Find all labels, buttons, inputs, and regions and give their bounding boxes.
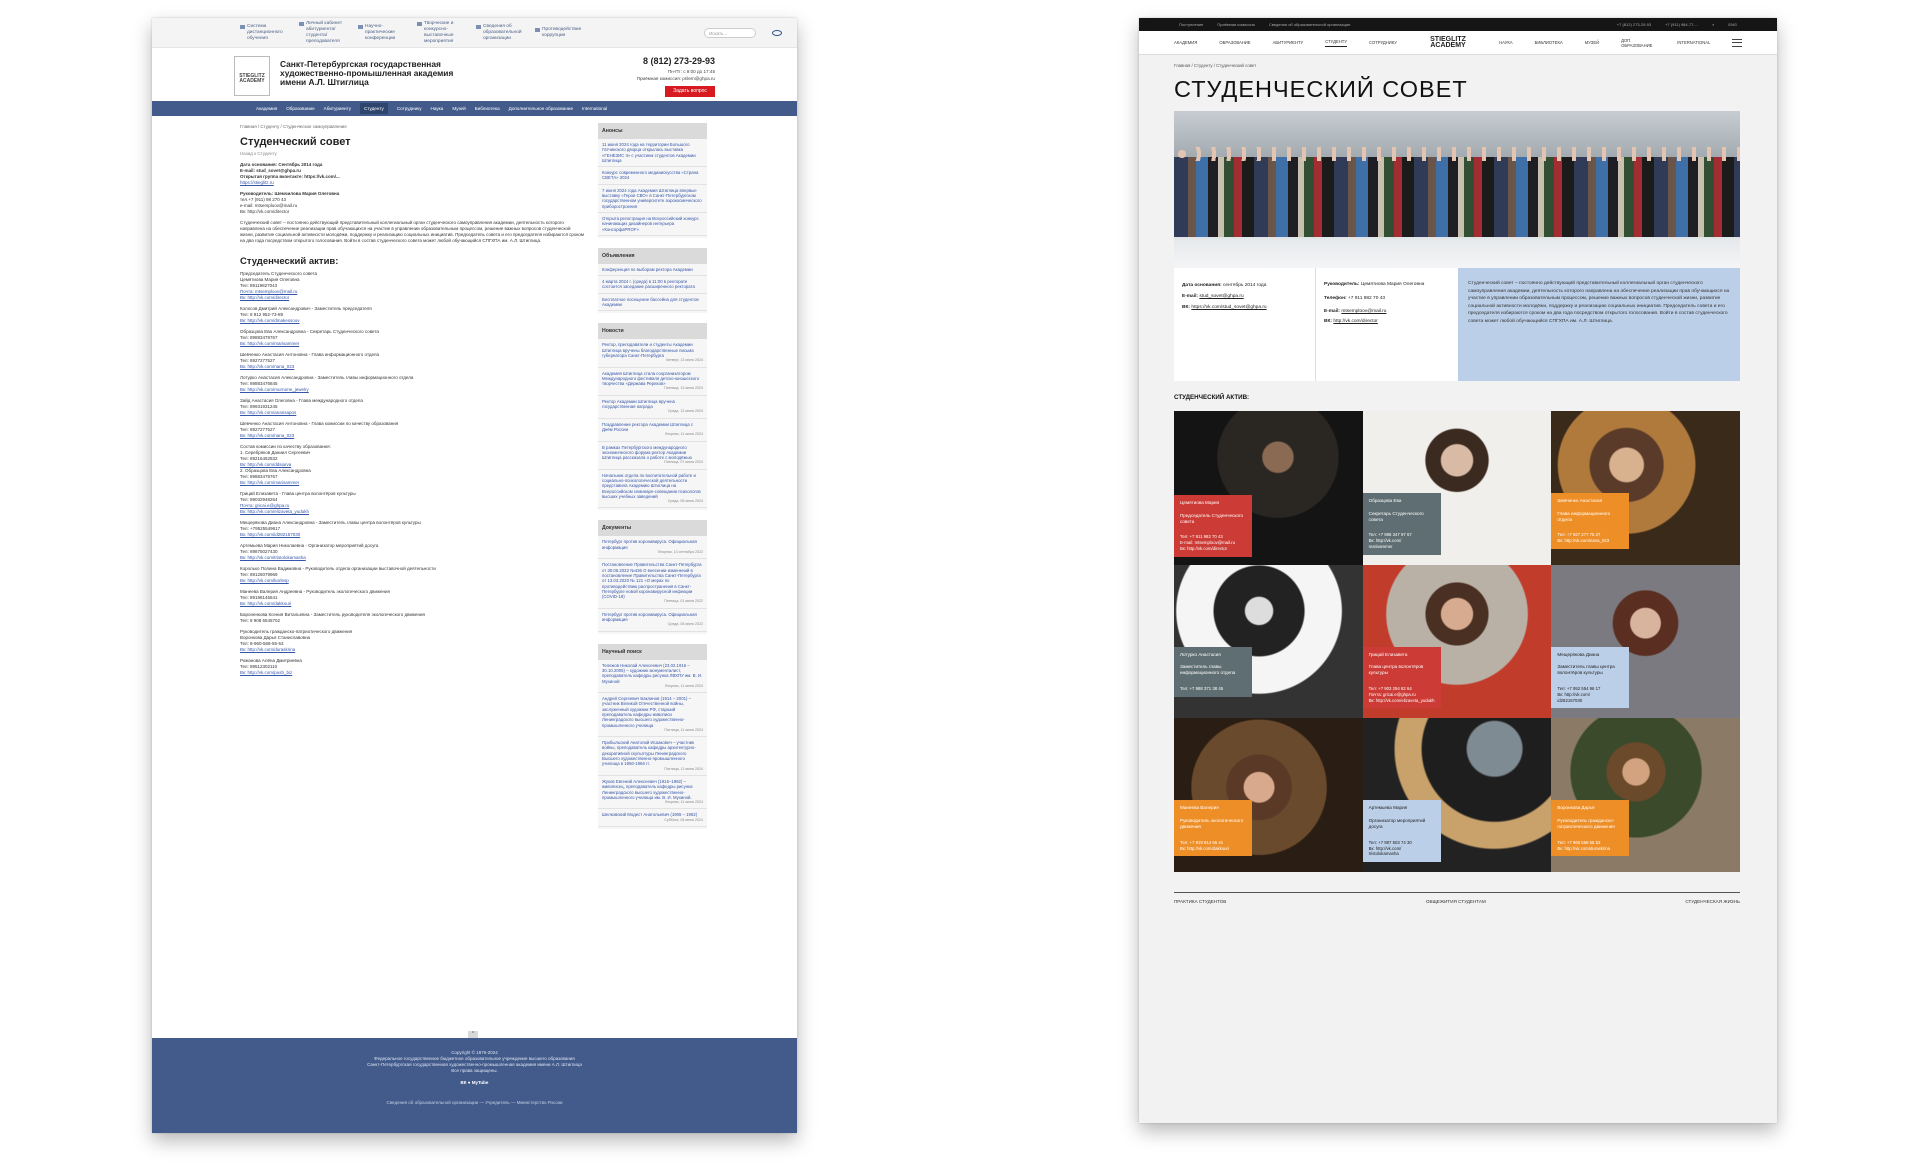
member-card-contact[interactable]: Вк: http://vk.com/nana_023: [1557, 538, 1610, 544]
member-card-role: Глава информационного отдела: [1557, 510, 1611, 522]
council-info-panel: [1174, 268, 1740, 381]
member-line[interactable]: Вк: http://vk.com/ddsiarva: [240, 462, 292, 467]
menu-burger-icon[interactable]: [1732, 39, 1742, 47]
member-line: Манеева Валерия Андреевна - Руководитель экологического движения: [240, 589, 390, 594]
accessibility-eye-icon[interactable]: [772, 30, 782, 36]
member-line: Тел: 8927277527: [240, 358, 276, 363]
member-entry: [240, 375, 585, 393]
council-contacts: Дата основания: сентябрь 2014 года E-mail: stud_sovet@ghpa.ru ВК: https://vk.com/stud_sovet@ghpa.ru: [1174, 268, 1316, 381]
old-sidebar: [598, 123, 707, 839]
nav-item[interactable]: Образование: [286, 106, 315, 111]
member-entry: [240, 658, 585, 676]
nav-item[interactable]: СОТРУДНИКУ: [1369, 40, 1397, 45]
member-entry: [240, 629, 585, 653]
member-card[interactable]: [1174, 411, 1363, 565]
old-top-link[interactable]: Научно-практические конференции: [358, 24, 404, 42]
member-line[interactable]: Вк: http://vk.com/anansapos: [240, 410, 297, 415]
member-card-role: Председатель Студенческого совета: [1180, 512, 1244, 524]
sidebar-item-text: 11 июня 2024 года на территории Большого Гатчинского дворца открылась выставка «ГЕНЕЗИС II» с участием студентов Академии Штиглица: [602, 142, 696, 163]
nav-item[interactable]: АБИТУРИЕНТУ: [1272, 40, 1304, 45]
nav-item[interactable]: Дополнительное образование: [508, 106, 574, 111]
member-entry: [240, 306, 585, 324]
sidebar-item-date: Суббота, 08 июня 2024: [664, 817, 703, 822]
lang-switch[interactable]: ENG: [1728, 22, 1737, 27]
council-description: Студенческий совет – постоянно действующий представительный коллегиальный орган студенческого самоуправления академии, деятельность которого направлена на обеспечение реализации прав обучающихся на участие в управлении образовательным процессом, решение важных вопросов студенческой жизни, развитие социальной активности молодёжи, поддержку и реализацию социальных инициатив. Председатель совета и его председателя избираются сроком на два года посредством открытого голосования. Войти в состав студенческого совета может любой обучающийся СПГХПА им. А.Л. Штиглица.: [240, 220, 585, 243]
member-line[interactable]: Почта: mtsemploov@mail.ru: [240, 289, 298, 294]
member-line: Бароненкова Ксения Витальевна - Заместитель руководителя экологического движения: [240, 612, 425, 617]
sidebar-item-text: Прибыльский Анатолий Исаакович – участник войны, преподаватель кафедры архитектурно-декоративной скульптуры Ленинградского Высшего художественно-промышленного училища в 1950-1966 гг.: [602, 740, 696, 767]
member-card-label: [1551, 647, 1629, 709]
sidebar-box: [598, 248, 707, 313]
member-entry: [240, 589, 585, 607]
member-card-contact[interactable]: Почта: gricai.e@ghpa.ru: [1368, 691, 1416, 697]
member-line: Образцова Ева Александровна - Секретарь Студенческого совета: [240, 329, 379, 334]
sidebar-item-text: Ректор Академии Штиглица вручена государственная награда: [602, 398, 675, 410]
sidebar-item[interactable]: [598, 339, 707, 367]
sidebar-item[interactable]: [598, 559, 707, 608]
member-line: 1. Серебряков Даниил Сергеевич: [240, 450, 311, 455]
sidebar-item-text: Начальник отдела по воспитательной работе и социально-психологической деятельности представила Академию Штиглица на Всероссийском семинаре-совещании психологов высших учебных заведений: [602, 472, 701, 499]
member-card-contact[interactable]: Вк: http://vk.com/director: [1180, 545, 1228, 551]
nav-item[interactable]: Музей: [452, 106, 466, 111]
member-line: Тел: 89216452832: [240, 456, 278, 461]
member-entry: [240, 271, 585, 301]
member-card-contact: Тел: +7 903 294 82 64: [1368, 686, 1412, 692]
new-top-bar: [1139, 18, 1777, 31]
sidebar-item-text: Бесплатное посещение бассейна для студентов Академии: [602, 296, 699, 308]
member-line: Рожанова Алёна Дмитриевна: [240, 658, 302, 663]
new-site-screenshot: [1139, 18, 1777, 1123]
member-card-contact[interactable]: Вк: http://vk.com/dakkouri: [1180, 845, 1229, 851]
link-icon: [417, 22, 422, 26]
sidebar-item-date: Вторник, 13 сентября 2022: [658, 550, 703, 555]
sidebar-item-text: 7 июня 2024 года Академия Штиглица впервые выставку «Герои СВО» в Санкт-Петербургском государственном университете аэрокосмического приборостроения: [602, 187, 702, 209]
academy-logo[interactable]: STIEGLITZ ACADEMY: [234, 56, 270, 96]
sidebar-box-title: Документы: [598, 520, 707, 536]
member-card-contact[interactable]: Вк: http://vk.com/: [1368, 845, 1402, 851]
member-card-contact: Тел: +7 988 347 97 67: [1368, 532, 1412, 538]
back-link[interactable]: Назад к Студенту: [240, 151, 277, 156]
sidebar-item-date: Среда, 08 июня 2022: [667, 622, 703, 627]
link-icon: [358, 25, 363, 29]
aktiv-heading: Студенческий актив:: [240, 256, 339, 267]
council-info: Дата основания: Сентябрь 2014 года E-mail: stud_sovet@ghpa.ru Открытая группа вконтакте: https://vk.com/... https://stieglitz.ru Руководитель: Шемчилова Мария Олеговна тел.+7 (911) 98 270 43 e-mail: mtsemploov@mail.ru Вк: http://vk.com/director Студенческий совет – постоянно действующий представительный коллегиальный орган студенческого самоуправления академии, деятельность которого направлена на обеспечение реализации прав обучающихся на участие в управлении образовательным процессом, решение важных вопросов студенческой жизни, развитие социальной активности молодёжи, поддержку и реализацию социальных инициатив. Председатель совета и его председателя избираются сроком на два года посредством открытого голосования. Войти в состав студенческого совета может любой обучающийся СПГХПА им. А.Л. Штиглица.: [240, 162, 585, 243]
sidebar-item[interactable]: [598, 809, 707, 827]
member-list: [240, 271, 585, 676]
link-icon: [240, 25, 245, 29]
member-card[interactable]: [1363, 565, 1552, 719]
footer-link[interactable]: ОБЩЕЖИТИЯ СТУДЕНТАМ: [1425, 899, 1486, 904]
sidebar-item-text: Ректор, преподаватели и студенты Академии Штиглица вручены благодарственные письма губернатора Санкт-Петербурга: [602, 342, 694, 358]
member-entry: [240, 329, 585, 347]
member-cards-grid: [1174, 411, 1740, 872]
member-line: Лотурко Анастасия Александровна - Заместитель главы информационного отдела: [240, 375, 414, 380]
member-entry: [240, 612, 585, 624]
member-card-name: Шевченко Анастасия: [1557, 498, 1603, 503]
old-site-screenshot: [152, 18, 797, 1133]
header-phone[interactable]: 8 (812) 273-29-93: [642, 56, 715, 66]
member-card-contact[interactable]: id282157030: [1557, 697, 1583, 703]
top-link[interactable]: Сведения об образовательной организации: [1268, 22, 1351, 27]
search-icon[interactable]: ⌕: [1712, 22, 1715, 27]
nav-item[interactable]: Абитуриенту: [323, 106, 351, 111]
member-line: Тел: 89198145541: [240, 595, 278, 600]
sidebar-item-text: Тележов Николай Алексеевич (23.02.1916 – 30.10.2005) – художник монументалист, преподаватель кафедры рисунка ЛВХПУ им. В. И. Мухиной: [602, 662, 703, 684]
member-line: Тел: +79525549617: [240, 526, 281, 531]
sidebar-item-date: Среда, 12 июня 2024: [667, 409, 703, 414]
member-card[interactable]: [1174, 718, 1363, 872]
member-card-name: Цемятиова Мария: [1180, 500, 1220, 505]
member-line[interactable]: Почта: gricai.e@ghpa.ru: [240, 503, 290, 508]
member-card-role: Организатор мероприятий досуга: [1368, 818, 1426, 829]
sidebar-box-title: Анонсы: [598, 123, 707, 139]
member-card-contact[interactable]: Вк: http://vk.com/: [1368, 538, 1402, 544]
member-line[interactable]: Вк: http://vk.com/dmakessoov: [240, 318, 300, 323]
member-card-contact[interactable]: tristolokamasha: [1368, 851, 1399, 857]
member-card-contact: Тел: +7 927 277 75 27: [1557, 532, 1601, 538]
old-top-links-bar: [152, 18, 797, 48]
sidebar-item-date: Пятница, 11 июня 2024: [664, 766, 703, 771]
council-description: Студенческий совет – постоянно действующий представительный коллегиальный орган студенческого самоуправления академии, деятельность которого направлена на обеспечение реализации прав обучающихся на участие в управлении образовательным процессом, решение важных вопросов студенческой жизни, развитие социальной активности молодёжи, поддержку и реализацию социальных инициатив. Председатель совета и его председателя избираются сроком на два года посредством открытого голосования. Войти в состав студенческого совета может любой обучающийся СПГХПА им. А.Л. Штиглица.: [1458, 268, 1740, 381]
member-line: 2. Образцова Ева Александровна: [240, 468, 311, 473]
university-name: Санкт-Петербургская государственная художественно-промышленная академия имени А.Л. Штиглица: [280, 59, 454, 87]
sidebar-item[interactable]: [598, 264, 707, 276]
member-card-role: Секретарь Студенческого совета: [1368, 510, 1424, 522]
member-card[interactable]: [1363, 718, 1552, 872]
member-card-contact: Тел: +7 987 503 74 30: [1368, 839, 1412, 845]
member-card-label: [1174, 647, 1252, 697]
photo-faces: [1174, 147, 1740, 161]
member-line[interactable]: Вк: http://vk.com/push_biz: [240, 670, 293, 675]
member-line: Тел: 89512302110: [240, 664, 278, 669]
sidebar-item-text: Постановление Правительства Санкт-Петербурга от 30.06.2022 №436 О внесении изменений в постановление Правительства Санкт-Петербурга от 13.03.2020 № 121 «О мерах по противодействию распространения в Санкт-Петербурге новой коронавирусной инфекции (COVID-19): [602, 562, 702, 600]
member-line: Грицай Елизавета - Глава центра волонтёров культуры: [240, 491, 356, 496]
member-line: Состав комиссии по качеству образования:: [240, 444, 331, 449]
new-footer-links: [1174, 892, 1740, 904]
member-entry: [240, 491, 585, 515]
footer-link[interactable]: ПРАКТИКА СТУДЕНТОВ: [1174, 899, 1227, 904]
sidebar-item[interactable]: [598, 536, 707, 559]
sidebar-item[interactable]: [598, 470, 707, 509]
sidebar-item-text: В рамках Петербургского международного экономического форума ректор Академии Штиглица рассказала о работе с молодёжью: [602, 444, 692, 461]
member-line[interactable]: Вк: http://vk.com/duraskrina: [240, 647, 296, 652]
old-top-link[interactable]: Система дистанционного обучения: [240, 24, 286, 42]
member-line: Тел: 8-960-568-55-53: [240, 641, 284, 646]
sidebar-box-title: Объявления: [598, 248, 707, 264]
member-card-role: Глава центра волонтёров культуры: [1368, 664, 1424, 676]
old-top-link[interactable]: Творческие и конкурсно-выставочные мероприятия: [417, 21, 463, 45]
member-line[interactable]: Вк: http://vk.com/tristolokamasha: [240, 555, 306, 560]
member-card-name: Мещерякова Диана: [1557, 651, 1600, 657]
member-card-contact: Тел: +7 952 554 96 17: [1557, 686, 1601, 692]
member-card-name: Грицай Елизавета: [1368, 651, 1408, 657]
member-line[interactable]: Вк: http://vk.com/marisammer: [240, 480, 300, 485]
old-footer: Copyright © 1876-2024 Федеральное государственное бюджетное образовательное учреждение высшего образования Санкт-Петербургская государственная художественно-промышленная академия имени А.Л. Штиглица Все права защищены. ВК ● MyTube Сведения об образовательной организации — Учредитель — Министерство России: [152, 1038, 797, 1133]
sidebar-item-date: Среда, 05 июня 2024: [667, 499, 703, 504]
member-line: Колосов Дмитрий Александрович - Заместитель председателя: [240, 306, 372, 311]
member-card-role: Заместитель главы центра волонтёров культуры: [1557, 664, 1615, 676]
nav-item[interactable]: ДОП. ОБРАЗОВАНИЕ: [1621, 37, 1653, 48]
nav-item[interactable]: БИБЛИОТЕКА: [1534, 40, 1563, 45]
member-card-contact[interactable]: Вк: http://vk.com/duraskrina: [1557, 845, 1611, 851]
member-line: Воронкова Дарья Станиславовна: [240, 635, 311, 640]
social-links[interactable]: ВК ● MyTube: [460, 1080, 489, 1085]
member-line: Тел: 89119827043: [240, 283, 278, 288]
member-line: Тел: 8 908 6545702: [240, 618, 281, 623]
sidebar-item-date: Вторник, 11 июня 2024: [665, 432, 703, 437]
nav-item[interactable]: Наука: [430, 106, 444, 111]
sidebar-item-text: Поздравление ректора Академии Штиглица с Днём России: [602, 421, 693, 432]
member-line: Королько Полина Вадимовна - Руководитель отдела организации выставочной деятельности: [240, 566, 436, 571]
member-card-name: Образцова Ева: [1368, 498, 1402, 503]
nav-item-active[interactable]: СТУДЕНТУ: [1325, 39, 1347, 47]
member-line: Артемьева Мария Николаевна - Организатор мероприятий досуга: [240, 543, 379, 548]
sidebar-item[interactable]: [598, 213, 707, 236]
member-card-role: Руководитель экологического движения: [1180, 818, 1244, 829]
header-contacts: Пн-Пт: с 9:00 до 17:45 Приёмная комиссия: prilem@ghpa.ru: [636, 69, 715, 81]
sidebar-box: [598, 520, 707, 633]
member-line: Цемятиова Мария Олеговна: [240, 277, 300, 282]
old-main-nav: [152, 101, 797, 116]
old-top-link[interactable]: Личный кабинет абитуриента/студента/преподавателя: [299, 21, 345, 45]
sidebar-item-text: Открыта регистрация на Всероссийский конкурс начинающих дизайнеров интерьера «КонсорфаPROF»: [602, 215, 699, 232]
member-card-label: [1551, 800, 1629, 856]
footer-link[interactable]: СТУДЕНЧЕСКАЯ ЖИЗНЬ: [1685, 899, 1740, 904]
member-card-label: [1363, 493, 1441, 555]
sidebar-item[interactable]: [598, 419, 707, 442]
sidebar-item-text: Петербург против коронавируса. Официальная информация: [602, 539, 697, 550]
sidebar-item-text: Жуков Евгений Алексеевич (1915–1992) – живописец, преподаватель кафедры рисунка Ленинградского высшего художественно-промышленного училища им. В. И. Мухиной.: [602, 778, 693, 800]
member-entry: [240, 352, 585, 370]
member-line: Тел: 89931931245: [240, 404, 278, 409]
member-card-contact: Тел: +7 919 814 55 41: [1180, 839, 1224, 845]
member-line: Шевченко Анастасия Антоновна - Глава комиссии по качеству образования: [240, 421, 399, 426]
member-line[interactable]: Вк: http://vk.com/director: [240, 295, 290, 300]
ask-question-button[interactable]: Задать вопрос: [665, 86, 715, 97]
sidebar-item[interactable]: [598, 737, 707, 776]
member-entry: [240, 421, 585, 439]
sidebar-item-date: Пятница, 11 июня 2024: [664, 727, 703, 732]
sidebar-box: [598, 323, 707, 510]
member-line[interactable]: Вк: http://vk.com/dakkouri: [240, 601, 292, 606]
sidebar-item[interactable]: [598, 609, 707, 632]
member-line: Тел: 89126079969: [240, 572, 278, 577]
member-line: Тел: 8 912 952-73-89: [240, 312, 284, 317]
member-entry: [240, 566, 585, 584]
sidebar-item-text: Андрей Сергеевич Баклинов (1914 – 2001) – участник Великой Отечественной войны, заслуженный художник РФ, старший преподаватель кафедры живописи Ленинградского высшего художественно-промышленного училища: [602, 696, 691, 728]
sidebar-item[interactable]: [598, 693, 707, 737]
member-card-contact[interactable]: E-mail: mtsemploov@mail.ru: [1180, 540, 1235, 546]
top-link[interactable]: Приёмная комиссия: [1217, 22, 1255, 27]
academy-logo[interactable]: STIEGLITZ ACADEMY: [1430, 35, 1466, 49]
member-line: Тел: 8927277527: [240, 427, 276, 432]
top-link[interactable]: Поступление: [1179, 22, 1204, 27]
member-entry: [240, 444, 585, 486]
member-line: Тел: 89883476845: [240, 381, 278, 386]
sidebar-item-text: Петербург против коронавируса. Официальная информация: [602, 611, 697, 623]
aktiv-heading: СТУДЕНЧЕСКИЙ АКТИВ:: [1174, 394, 1250, 401]
breadcrumb[interactable]: Главная / Студенту / Студенческое самоуправление: [240, 124, 347, 129]
sidebar-item[interactable]: [598, 294, 707, 312]
member-card-contact[interactable]: Вк: http://vk.com/: [1557, 691, 1591, 697]
nav-item[interactable]: Библиотека: [474, 106, 500, 111]
member-line[interactable]: Вк: http://vk.com/marisammer: [240, 341, 300, 346]
member-line: Зайд Анастасия Олеговна - Глава международного отдела: [240, 398, 363, 403]
member-line: Шевченко Анастасия Антоновна - Глава информационного отдела: [240, 352, 379, 357]
member-card-label: [1363, 647, 1441, 709]
member-line: Тел: 89883479767: [240, 335, 278, 340]
sidebar-item[interactable]: [598, 442, 707, 470]
nav-item[interactable]: INTERNATIONAL: [1677, 40, 1711, 45]
member-card-name: Манеева Валерия: [1180, 805, 1219, 811]
sidebar-item-text: Конференция по выборам ректора Академии: [602, 266, 693, 272]
member-card-name: Артемьева Мария: [1368, 805, 1408, 811]
member-card-name: Лотурко Анастасия: [1180, 651, 1221, 657]
footer-links[interactable]: Сведения об образовательной организации — Учредитель — Министерство России: [386, 1100, 563, 1105]
member-card-label: [1174, 495, 1252, 557]
sidebar-item-text: 4 марта 2024 г. (среда) в 11:00 в ректорате состоится заседание расширенного ректората: [602, 279, 695, 290]
sidebar-item-date: Вторник, 11 июня 2024: [665, 683, 703, 688]
nav-item[interactable]: МУЗЕЙ: [1584, 40, 1600, 45]
sidebar-item[interactable]: [598, 776, 707, 809]
nav-item[interactable]: АКАДЕМИЯ: [1174, 40, 1198, 45]
head-contacts: Руководитель: Цемятиова Мария Олеговна Телефон: +7 911 982 70 43 E-mail: mtsemploov@mail.ru ВК: http://vk.com/director: [1316, 268, 1458, 381]
sidebar-item-text: Академия Штиглица стала соорганизатором Международного фестиваля детско-юношеского творчества «Держава Рерихов»: [602, 370, 700, 387]
old-top-link[interactable]: Противодействие коррупции: [535, 27, 581, 39]
member-card-label: [1551, 493, 1629, 549]
sidebar-item-date: Вторник, 11 июня 2024: [665, 800, 703, 805]
member-card[interactable]: [1551, 718, 1740, 872]
page-title: Студенческий совет: [240, 136, 351, 148]
old-top-link[interactable]: Сведения об образовательной организации: [476, 24, 522, 42]
sidebar-item[interactable]: [598, 276, 707, 294]
member-line[interactable]: Вк: http://vk.com/korlesp: [240, 578, 289, 583]
member-card-contact: Тел: +7 960 568 55 53: [1557, 839, 1601, 845]
member-card-contact: Тел: +7 911 982 70 43: [1180, 534, 1223, 540]
member-card-contact: Тел: +7 988 371 38 45: [1180, 686, 1224, 692]
scroll-up-arrow-icon[interactable]: ^: [468, 1031, 478, 1038]
page-title: СТУДЕНЧЕСКИЙ СОВЕТ: [1174, 76, 1468, 102]
nav-item[interactable]: Академия: [256, 106, 278, 111]
sidebar-item[interactable]: [598, 368, 707, 396]
sidebar-box-title: Научный поиск: [598, 644, 707, 660]
member-card-contact[interactable]: marisammer: [1368, 543, 1393, 549]
member-card-name: Воронкова Дарья: [1557, 805, 1595, 811]
photo-crowd: [1174, 157, 1740, 237]
member-card-role: Заместитель главы информационного отдела: [1180, 664, 1236, 676]
breadcrumb[interactable]: Главная / Студенту / Студенческий совет: [1174, 63, 1257, 68]
nav-item[interactable]: Сотруднику: [396, 106, 422, 111]
sidebar-item-date: Четверг, 13 июня 2024: [665, 358, 703, 363]
member-line[interactable]: Вк: http://vk.com/murrume_jewelry: [240, 387, 309, 392]
member-card[interactable]: [1551, 565, 1740, 719]
member-line[interactable]: Вк: http://vk.com/nana_023: [240, 364, 295, 369]
new-main-nav: [1139, 31, 1777, 55]
member-entry: [240, 520, 585, 538]
link-icon: [476, 25, 481, 29]
member-card-label: [1174, 800, 1252, 856]
member-card-contact[interactable]: Вк: http://vk.com/elizaveta_yudukh: [1368, 697, 1435, 703]
member-line: Председатель Студенческого совета: [240, 271, 318, 276]
sidebar-box-title: Новости: [598, 323, 707, 339]
member-line: Мещерякова Диана Александровна - Заместитель главы центра волонтёров культуры: [240, 520, 421, 525]
old-header: [152, 48, 797, 101]
member-line[interactable]: Вк: http://vk.com/elizaveta_yudukh: [240, 509, 310, 514]
link-icon: [535, 28, 540, 32]
nav-item[interactable]: НАУКА: [1499, 40, 1513, 45]
sidebar-item[interactable]: [598, 396, 707, 419]
sidebar-item[interactable]: [598, 660, 707, 693]
nav-item-active[interactable]: Студенту: [360, 103, 388, 114]
member-line[interactable]: Вк: http://vk.com/id282157030: [240, 532, 301, 537]
top-phone[interactable]: +7 (812) 273-29-93: [1616, 22, 1652, 27]
nav-item[interactable]: International: [582, 106, 608, 111]
member-line: Руководитель гражданско-патриотического движения: [240, 629, 353, 634]
member-card-label: [1363, 800, 1441, 862]
sidebar-item[interactable]: [598, 139, 707, 167]
nav-item[interactable]: ОБРАЗОВАНИЕ: [1219, 40, 1251, 45]
member-line: Тел: 89032948264: [240, 497, 278, 502]
sidebar-box: [598, 644, 707, 829]
member-line: Тел: 89883479767: [240, 474, 278, 479]
sidebar-item[interactable]: [598, 185, 707, 213]
link-icon: [299, 22, 304, 26]
member-entry: [240, 543, 585, 561]
member-card-role: Руководитель гражданско-патриотического движения: [1557, 818, 1615, 829]
sidebar-box: [598, 123, 707, 238]
old-search-input[interactable]: Искать...: [704, 28, 756, 38]
member-line: Тел: 89875027430: [240, 549, 278, 554]
sidebar-item-date: Пятница, 07 июня 2024: [664, 460, 703, 465]
member-line[interactable]: Вк: http://vk.com/nana_023: [240, 433, 295, 438]
sidebar-item-text: Конкурс современного медиаискусства «Страна СВЕТА» 2024: [602, 170, 699, 181]
sidebar-item[interactable]: [598, 167, 707, 185]
sidebar-item-date: Пятница, 13 июня 2024: [664, 386, 703, 391]
sidebar-item-text: Шелковский Модест Анатольевич (1906 – 1982): [602, 812, 698, 818]
sidebar-item-date: Пятница, 01 июля 2022: [664, 599, 703, 604]
member-card[interactable]: [1551, 411, 1740, 565]
member-card[interactable]: [1174, 565, 1363, 719]
old-main-content: [240, 136, 585, 681]
group-photo: [1174, 111, 1740, 268]
member-card[interactable]: [1363, 411, 1552, 565]
top-phone-2[interactable]: +7 (911) 984-77-...: [1665, 22, 1699, 27]
member-entry: [240, 398, 585, 416]
